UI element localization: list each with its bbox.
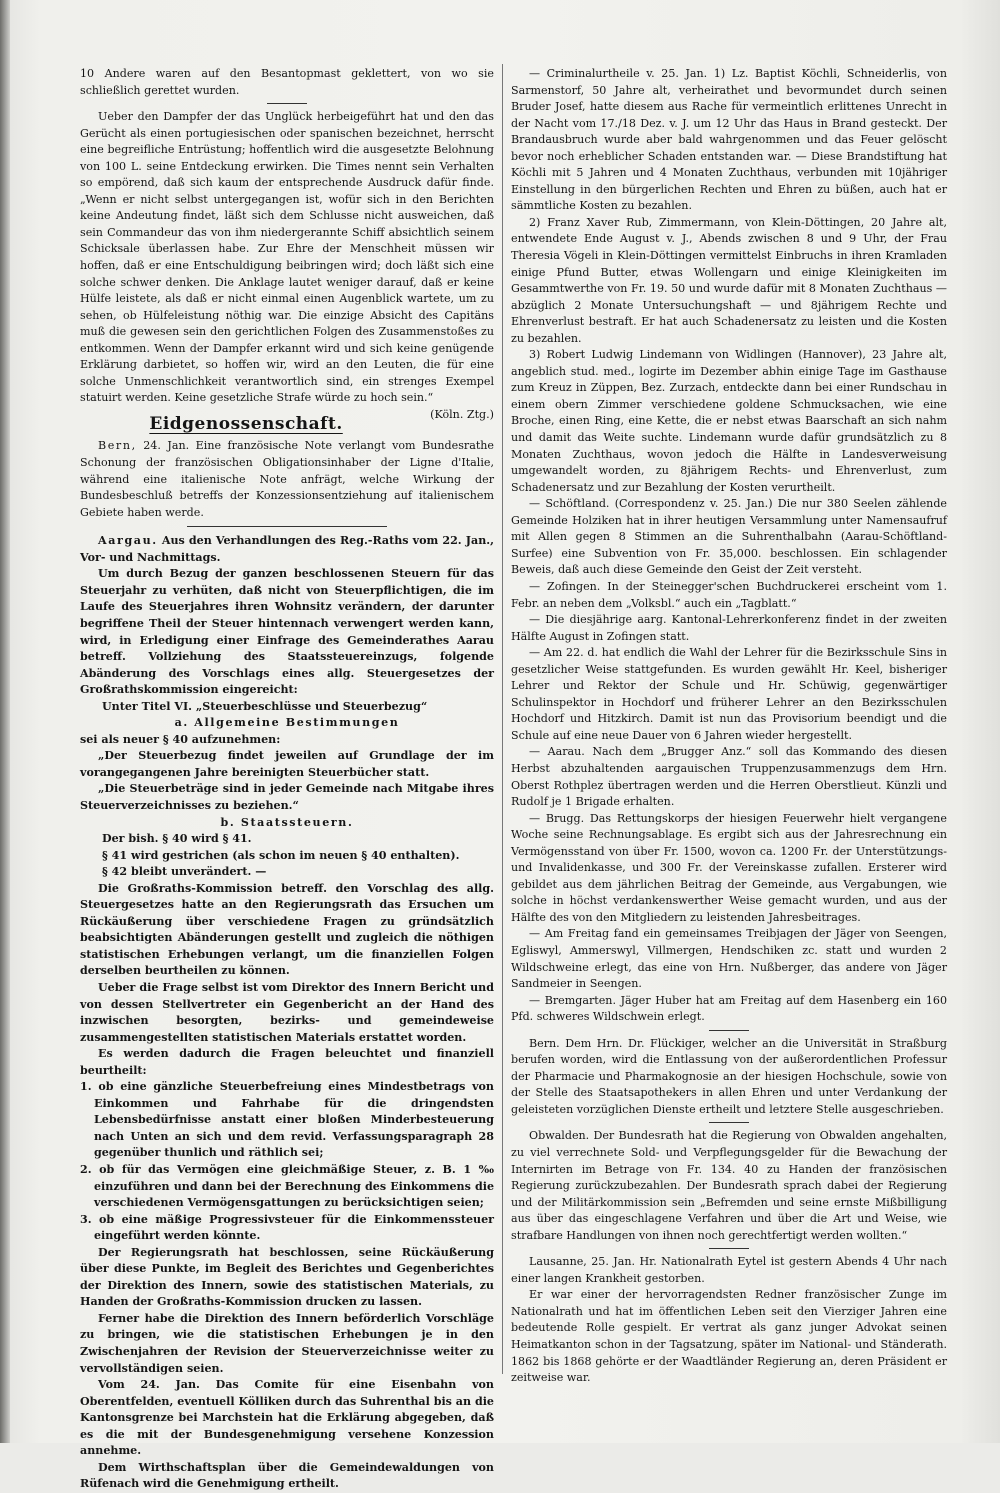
aargau-b-item-1: Der bish. § 40 wird § 41. [102,832,252,846]
news-bern-flueckiger: Bern. Dem Hrn. Dr. Flückiger, welcher an die Universität in Straßburg berufen worden, wird die Entlassung von der außerordentlichen Professur der Pharmacie und Pharmakognosie an der hiesigen Hochschule, sowie von der Stelle des Staatsapothekers in allen Ehren und unter Verdankung der geleisteten vorzüglichen Dienste ertheilt und letztere Stelle ausgeschrieben. [511,1036,947,1116]
news-teacher-conference: — Die diesjährige aarg. Kantonal-Lehrerkonferenz findet in der zweiten Hälfte August in Zofingen statt. [511,613,947,643]
aargau-b-item-2: § 41 wird gestrichen (als schon im neuen § 40 enthalten). [102,848,460,862]
aargau-paragraph-1: Um durch Bezug der ganzen beschlossenen Steuern für das Steuerjahr zu verhüten, daß nicht von Steuerpflichtigen, die im Laufe des Steuerjahres ihren Wohnsitz verändern, der darunter begriffene Theil der Steuer hintennach verwengert werden kann, wird, in Erledigung einer Einfrage des Gemeinderathes Aarau betreff. Vollziehung des Staatssteuereinzugs, folgende Abänderung des Vorschlags eines allg. Steuergesetzes der Großrathskommission eingereicht: [80,567,494,697]
aargau-paragraph-7: Vom 24. Jan. Das Comite für eine Eisenbahn von Oberentfelden, eventuell Kölliken durch das Suhrenthal bis an die Kantonsgrenze bei Marchstein hat die Erklärung abgegeben, daß es die mit der Bundesgenehmigung versehene Konzession annehme. [80,1378,494,1458]
aargau-paragraph-6: Ferner habe die Direktion des Innern beförderlich Vorschläge zu bringen, wie die statistischen Erhebungen je in den Zwischenjahren der Revision der Steuerverzeichnisse weiter zu vervollständigen seien. [80,1311,494,1375]
aargau-paragraph-2: Die Großraths-Kommission betreff. den Vorschlag des allg. Steuergesetzes hatte an den Regierungsrath das Ersuchen um Rückäußerung über verschiedene Fragen zu gründsätzlich beabsichtigten Abänderungen gestellt und zugleich die nöthigen statistischen Erhebungen verlangt, um die finanziellen Folgen derselben beurtheilen zu können. [80,881,494,978]
section-title-eidgenossenschaft: Eidgenossenschaft. [149,413,343,434]
aargau-subhead-a: a. Allgemeine Bestimmungen [174,716,400,730]
news-lausanne-obituary: Er war einer der hervorragendsten Redner französischer Zunge im Nationalrath und hat im öffentlichen Leben seit den Vierziger Jahren eine bedeutende Rolle gespielt. Er vertrat als ganz junger Advokat seinen Heimatkanton schon in der Tagsatzung, später im National- und Ständerath. 1862 bis 1868 gehörte er der Waadtländer Regierung an, deren Präsident er zeitweise war. [511,1288,947,1385]
news-hunt-seengen: — Am Freitag fand ein gemeinsames Treibjagen der Jäger von Seengen, Egliswyl, Ammerswyl, Villmergen, Hendschiken zc. statt und wurden 2 Wildschweine erlegt, das eine von Hrn. Nußberger, das andere von Jäger Sandmeier in Seengen. [511,927,947,991]
criminal-verdicts-1: — Criminalurtheile v. 25. Jan. 1) Lz. Baptist Köchli, Schneiderlis, von Sarmenstorf, 50 Jahre alt, verheirathet und bevormundet durch seinen Bruder Josef, hatte diesem aus Rache für vermeintlich erlittenes Unrecht in der Nacht vom 17./18 Dez. v. J. um 12 Uhr das Haus in Brand gesteckt. Der Brandausbruch wurde aber bald wahrgenommen und das Feuer gelöscht bevor noch erheblicher Schaden entstanden war. — Diese Brandstiftung hat Köchli mit 5 Jahren und 4 Monaten Zuchthaus, verbunden mit 10jähriger Einstellung in den bürgerlichen Rechten und Ehren zu büßen, auch hat er sämmtliche Kosten zu bezahlen. [511,67,947,213]
aargau-subhead-b: b. Staatssteuern. [220,815,354,829]
news-aarau-command: — Aarau. Nach dem „Brugger Anz.“ soll das Kommando des diesen Herbst abzuhaltenden aargauischen Truppenzusammenzugs dem Hrn. Oberst Rothplez übertragen werden und die Herren Oberstlieut. Künzli und Rudolf je 1 Brigade erhalten. [511,745,947,809]
news-zofingen: — Zofingen. In der Steinegger'schen Buchdruckerei erscheint vom 1. Febr. an neben dem „Volksbl.“ auch ein „Tagblatt.“ [511,579,947,610]
aargau-paragraph-5: Der Regierungsrath hat beschlossen, seine Rückäußerung über diese Punkte, im Begleit des Berichtes und Gegenberichtes der Direktion des Innern, sowie des statistischen Materials, zu Handen der Großraths-Kommission drucken zu lassen. [80,1245,494,1309]
aargau-paragraph-8: Dem Wirthschaftsplan über die Gemeindewaldungen von Rüfenach wird die Genehmigung ertheilt. [80,1460,494,1491]
separator-rule [187,526,387,527]
page-fold-shadow [0,0,10,1443]
separator-rule [709,1030,749,1031]
criminal-verdicts-2: 2) Franz Xaver Rub, Zimmermann, von Klein-Döttingen, 20 Jahre alt, entwendete Ende August v. J., Abends zwischen 8 und 9 Uhr, der Frau Theresia Vögeli in Klein-Döttingen vermittelst Einbruchs in ihren Kramladen einige Pfund Butter, etwas Wollengarn und einige Kleinigkeiten im Gesammtwerthe von Fr. 19. 50 und wurde dafür mit 8 Monaten Zuchthaus — abzüglich 2 Monate Untersuchungshaft — und 8jährigem Rechte und Ehrenverlust bestraft. Er hat auch Schadenersatz zu leisten und die Kosten zu bezahlen. [511,215,947,345]
source-cologne-newspaper: (Köln. Ztg.) [430,407,494,421]
aargau-title-vi: Unter Titel VI. „Steuerbeschlüsse und Steuerbezug“ [102,699,428,713]
criminal-verdicts-3: 3) Robert Ludwig Lindemann von Widlingen (Hannover), 23 Jahre alt, angeblich stud. med., logirte im Dezember abhin einige Tage im Gasthause zum Kreuz in Züppen, Bez. Zurzach, entdeckte dann bei einer Rundschau in einem obern Zimmer verschiedene goldene Schmucksachen, wie eine Broche, einen Ring, eine Kette, die er nebst etwas Baarschaft an sich nahm und damit das Weite suchte. Lindemann wurde dafür grundsätzlich zu 8 Monaten Zuchthaus, wovon jedoch die Hälfte in Landesverweisung umgewandelt worden, zu 8jährigem Rechts- und Ehrenverlust, zum Schadenersatz und zur Bezahlung der Kosten verurtheilt. [511,348,947,494]
column-divider [502,64,503,1374]
aargau-quote-2: „Die Steuerbeträge sind in jeder Gemeinde nach Mitgabe ihres Steuerverzeichnisses zu beziehen.“ [80,782,494,812]
paragraph-steamer: Ueber den Dampfer der das Unglück herbeigeführt hat und den das Gerücht als einen portugiesischen oder spanischen bezeichnet, herrscht eine begreifliche Entrüstung; hoffentlich wird die ausgesetzte Belohnung von 100 L. seine Entdeckung erwirken. Die Times nennt sein Verhalten so empörend, daß sich kaum der entsprechende Ausdruck dafür finde. „Wenn er nicht selbst untergegangen ist, wofür sich in den Berichten keine Andeutung findet, läßt sich dem Schlusse nicht ausweichen, daß sein Commandeur das von ihm niedergerannte Schiff absichtlich seinem Schicksale überlassen habe. Zur Ehre der Menschheit müssen wir hoffen, daß er eine Entschuldigung beibringen wird; doch läßt sich eine solche schwer denken. Die Anklage lautet weniger darauf, daß er keine Hülfe leistete, als daß er nicht einmal einen Augenblick wartete, um zu sehen, ob Hülfeleistung nöthig war. Die einzige Absicht des Capitäns muß die gewesen sein den gerichtlichen Folgen des Zusammenstoßes zu entkommen. Wenn der Dampfer erkannt wird und sich keine genügende Erklärung darbietet, so hoffen wir, wird an den Leuten, die für eine solche Unmenschlichkeit verantwortlich sind, ein strenges Exempel statuirt werden. Keine gesetzliche Strafe würde zu hoch sein.“ (Köln. Ztg.) [80,109,494,407]
aargau-list-item-3: 3. ob eine mäßige Progressivsteuer für die Einkommenssteuer eingeführt werden könnte. [80,1212,494,1243]
news-lausanne: Lausanne, 25. Jan. Hr. Nationalrath Eytel ist gestern Abends 4 Uhr nach einer langen Krankheit gestorben. [511,1255,947,1285]
separator-rule [709,1122,749,1123]
aargau-paragraph-3: Ueber die Frage selbst ist vom Direktor des Innern Bericht und von dessen Stellvertreter ein Gegenbericht an der Hand des inzwischen besorgten, bezirks- und gemeindeweise zusammengestellten statistischen Materials erstattet worden. [80,980,494,1044]
aargau-b-item-3: § 42 bleibt unverändert. — [102,865,267,879]
news-brugg: — Brugg. Das Rettungskorps der hiesigen Feuerwehr hielt vergangene Woche seine Rechnungsablage. Es ergibt sich aus der Jahresrechnung ein Vermögensstand von über Fr. 1500, wovon ca. 1200 Fr. der Unterstützungs- und Invalidenkasse, und 300 Fr. der Vereinskasse zufallen. Ersterer wird gebildet aus dem jährlichen Beitrag der Gemeinde, aus Vergabungen, wie solche in höchst verdankenswerther Weise gemacht wurden, und aus der Hälfte des von den Mitgliedern zu leistenden Jahresbeitrages. [511,811,947,924]
news-school-sins: — Am 22. d. hat endlich die Wahl der Lehrer für die Bezirksschule Sins in gesetzlicher Weise stattgefunden. Es wurden gewählt Hr. Keel, bisheriger Lehrer und Rektor der Schule und Hr. Schüwig, gegenwärtiger Schulinspektor in Hochdorf und früherer Lehrer an den Bezirksschulen Hochdorf und Hitzkirch. Damit ist nun das Provisorium beendigt und die Schule auf eine neue Dauer von 6 Jahren wieder hergestellt. [511,646,947,742]
place-bern: Bern, [98,439,137,453]
right-column [511,66,947,1438]
paragraph-ship-rescue: 10 Andere waren auf den Besantopmast geklettert, von wo sie schließlich gerettet wurden. [80,67,494,97]
news-obwalden: Obwalden. Der Bundesrath hat die Regierung von Obwalden angehalten, zu viel verrechnete Sold- und Verpflegungsgelder für die Bewachung der Internirten im Betrage von Fr. 134. 40 zu Handen der französischen Regierung zurückzubezahlen. Der Bundesrath sprach dabei der Regierung und der Militärkommission sein „Befremden und seine ernste Mißbilligung aus über das eingeschlagene Verfahren und über die Art und Weise, wie strafbare Handlungen von ihnen noch gerechtfertigt werden wollten.“ [511,1129,947,1242]
separator-rule [267,103,307,104]
left-column [80,66,494,1491]
news-bremgarten: — Bremgarten. Jäger Huber hat am Freitag auf dem Hasenberg ein 160 Pfd. schweres Wildschwein erlegt. [511,993,947,1024]
aargau-new-paragraph: sei als neuer § 40 aufzunehmen: [80,732,281,746]
separator-rule [709,1248,749,1249]
aargau-list-item-2: 2. ob für das Vermögen eine gleichmäßige Steuer, z. B. 1 ‰ einzuführen und dann bei der Berechnung des Einkommens die verschiedenen Vermögensgattungen zu berücksichtigen seien; [80,1163,494,1210]
news-schoeftland: — Schöftland. (Correspondenz v. 25. Jan.) Die nur 380 Seelen zählende Gemeinde Holziken hat in ihrer heutigen Versammlung unter Namensaufruf mit Allen gegen 8 Stimmen an die Suhrenthalbahn (Aarau-Schöftland-Surfee) eine Subvention von Fr. 35,000. beschlossen. Ein schlagender Beweis, daß auch diese Gemeinde den Geist der Zeit versteht. [511,497,947,577]
aargau-paragraph-4: Es werden dadurch die Fragen beleuchtet und finanziell beurtheilt: [80,1047,494,1077]
aargau-list-item-1: 1. ob eine gänzliche Steuerbefreiung eines Mindestbetrags von Einkommen und Fahrhabe für die dringendsten Lebensbedürfnisse anstatt einer bloßen Minderbesteuerung nach Unten an sich und dem revid. Verfassungsparagraph 28 gegenüber thunlich und räthlich sei; [80,1080,494,1160]
aargau-quote-1: „Der Steuerbezug findet jeweilen auf Grundlage der im vorangegangenen Jahre bereinigten Steuerbücher statt. [80,749,494,779]
article-bern-note: Bern, 24. Jan. Eine französische Note verlangt vom Bundesrathe Schonung der französischen Obligationsinhaber der Ligne d'Italie, während eine italienische Note anfrägt, welche Wirkung der Bundesbeschluß betreffs der Konzessionsentziehung auf italienischem Gebiete haben werde. [80,439,494,519]
article-aargau-heading: Aargau. Aus den Verhandlungen des Reg.-Raths vom 22. Jan., Vor- und Nachmittags. [80,534,494,564]
place-aargau: Aargau. [98,534,158,548]
